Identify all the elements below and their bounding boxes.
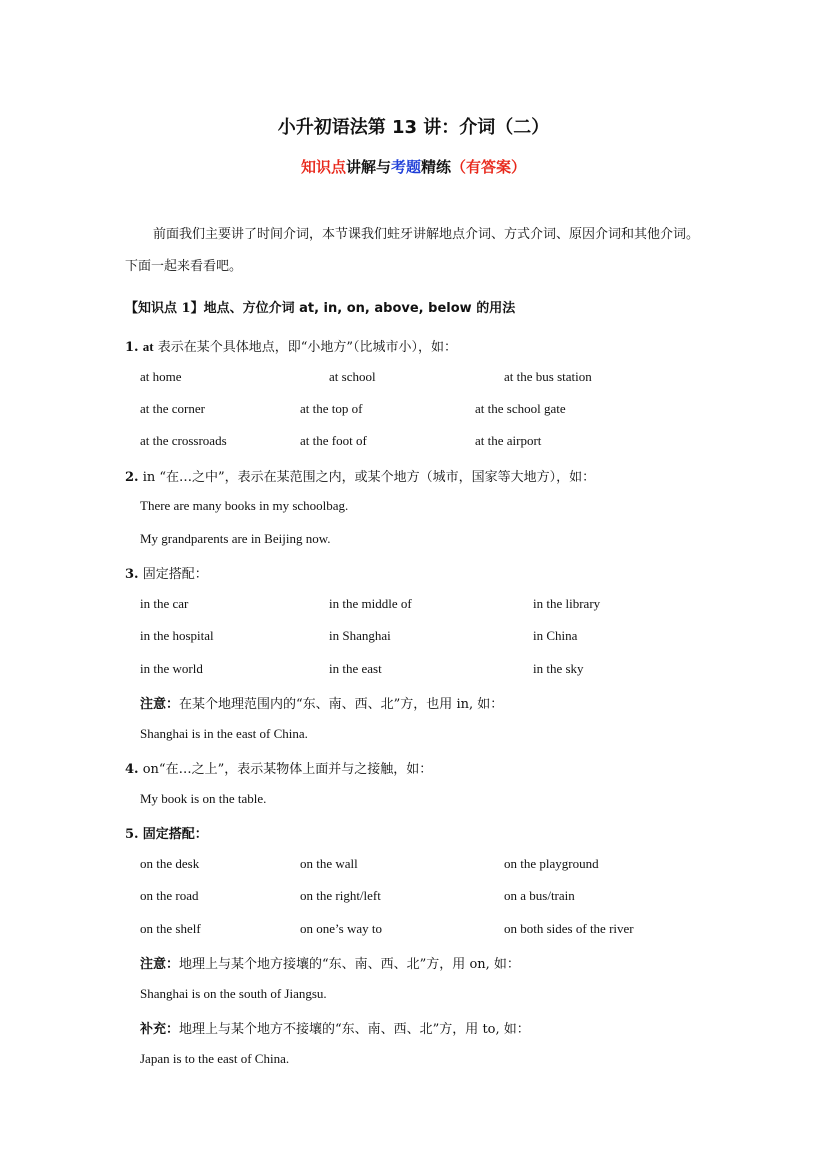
section-1-text: 表示在某个具体地点，即“小地方”（比城市小），如： bbox=[153, 340, 457, 355]
s5-cell: on the road bbox=[140, 888, 199, 903]
s5-cell: on the right/left bbox=[300, 888, 381, 903]
s5-cell: on a bus/train bbox=[504, 888, 575, 903]
s5-cell: on the desk bbox=[140, 856, 200, 871]
section-3-text: 固定搭配： bbox=[142, 567, 208, 582]
s3-cell: in the car bbox=[140, 596, 189, 611]
subtitle-part-3: 考题 bbox=[390, 158, 421, 176]
section-5-text: 固定搭配： bbox=[142, 827, 208, 842]
subtitle-part-5: （有答案） bbox=[451, 158, 527, 176]
s5-note-label: 注意： bbox=[140, 957, 180, 972]
section-2-heading bbox=[125, 466, 595, 485]
section-1-number: 1. bbox=[125, 340, 139, 355]
s5-cell: on the playground bbox=[504, 856, 599, 871]
s5-cell: on one’s way to bbox=[300, 921, 382, 936]
section-4-text: on“在…之上”，表示某物体上面并与之接触，如： bbox=[142, 762, 433, 777]
s1-cell: at the foot of bbox=[300, 433, 367, 448]
section-2-number: 2. bbox=[125, 470, 139, 485]
s1-cell: at the top of bbox=[300, 401, 363, 416]
section-4-number: 4. bbox=[125, 762, 139, 777]
kp-words: at, in, on, above, below bbox=[299, 301, 472, 316]
s4-example: My book is on the table. bbox=[140, 791, 267, 806]
s3-note-label: 注意： bbox=[140, 697, 180, 712]
section-5-number: 5. bbox=[125, 827, 139, 842]
section-3-heading bbox=[125, 563, 208, 582]
s1-cell: at the corner bbox=[140, 401, 205, 416]
s5-cell: on the shelf bbox=[140, 921, 201, 936]
subtitle-part-2: 讲解与 bbox=[345, 158, 391, 176]
section-1-lead: at bbox=[142, 339, 154, 354]
s1-cell: at the crossroads bbox=[140, 433, 227, 448]
subtitle-part-4: 精练 bbox=[421, 158, 452, 176]
subtitle-part-1: 知识点 bbox=[300, 158, 346, 176]
section-5-heading bbox=[125, 823, 208, 842]
s1-cell: at home bbox=[140, 369, 182, 384]
s3-cell: in the library bbox=[533, 596, 601, 611]
s5-note bbox=[140, 953, 520, 972]
page-title: 小升初语法第 13 讲：介词（二） bbox=[277, 117, 550, 138]
section-1-heading bbox=[125, 336, 457, 355]
s5-supplement-text: 地理上与某个地方不接壤的“东、南、西、北”方，用 to, 如： bbox=[179, 1022, 530, 1037]
section-2-text: in “在…之中”，表示在某范围之内，或某个地方（城市，国家等大地方），如： bbox=[142, 470, 596, 485]
kp-suffix: 的用法 bbox=[476, 301, 516, 316]
s1-cell: at the bus station bbox=[504, 369, 592, 384]
s3-cell: in the hospital bbox=[140, 628, 214, 643]
section-3-number: 3. bbox=[125, 567, 139, 582]
s3-note bbox=[140, 693, 503, 712]
s1-cell: at the airport bbox=[475, 433, 542, 448]
s5-supplement-example: Japan is to the east of China. bbox=[140, 1051, 290, 1066]
s3-cell: in Shanghai bbox=[329, 628, 391, 643]
s3-cell: in the middle of bbox=[329, 596, 412, 611]
intro-paragraph: 前面我们主要讲了时间介词，本节课我们蛀牙讲解地点介词、方式介词、原因介词和其他介词。下面一起来看看吧。 bbox=[125, 227, 700, 274]
kp-label: 【知识点 1】地点、方位介词 bbox=[125, 301, 295, 316]
s3-cell: in the east bbox=[329, 661, 382, 676]
s5-supplement-label: 补充： bbox=[140, 1022, 180, 1037]
knowledge-point-heading bbox=[125, 297, 515, 316]
s5-cell: on the wall bbox=[300, 856, 358, 871]
s1-cell: at the school gate bbox=[475, 401, 566, 416]
s5-note-example: Shanghai is on the south of Jiangsu. bbox=[140, 986, 327, 1001]
page-subtitle bbox=[0, 156, 827, 177]
s5-supplement bbox=[140, 1018, 530, 1037]
s3-cell: in China bbox=[533, 628, 578, 643]
s3-cell: in the world bbox=[140, 661, 203, 676]
s3-note-text: 在某个地理范围内的“东、南、西、北”方，也用 in, 如： bbox=[179, 697, 504, 712]
s5-note-text: 地理上与某个地方接壤的“东、南、西、北”方，用 on, 如： bbox=[179, 957, 520, 972]
s2-example-1: There are many books in my schoolbag. bbox=[140, 498, 349, 513]
s2-example-2: My grandparents are in Beijing now. bbox=[140, 531, 331, 546]
section-4-heading bbox=[125, 758, 432, 777]
s5-cell: on both sides of the river bbox=[504, 921, 634, 936]
s1-cell: at school bbox=[329, 369, 376, 384]
s3-note-example: Shanghai is in the east of China. bbox=[140, 726, 308, 741]
s3-cell: in the sky bbox=[533, 661, 584, 676]
